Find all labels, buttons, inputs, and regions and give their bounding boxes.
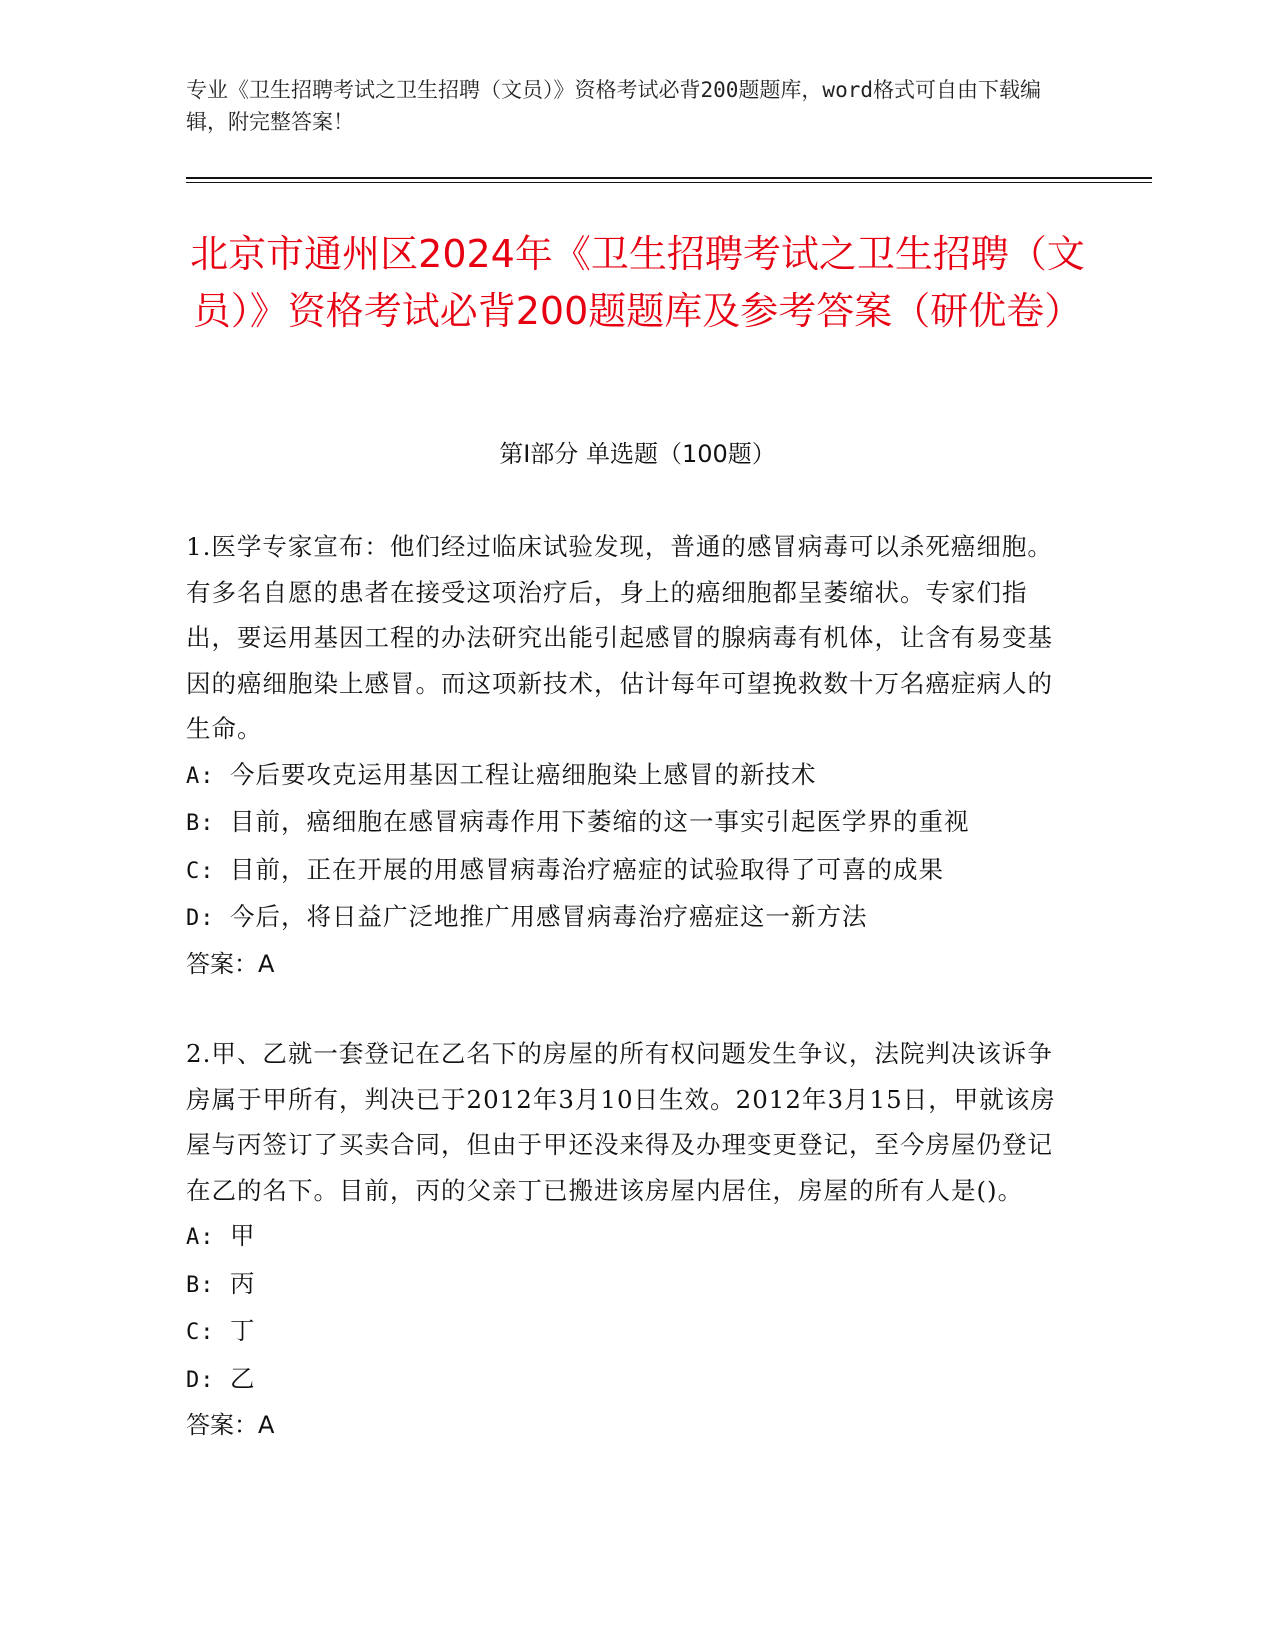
option-text: 今后要攻克运用基因工程让癌细胞染上感冒的新技术 [230, 759, 817, 789]
option-c [186, 1308, 1066, 1356]
option-text: 目前，癌细胞在感冒病毒作用下萎缩的这一事实引起医学界的重视 [230, 807, 970, 836]
option-b [186, 1261, 1066, 1309]
answer-line: 答案：A [186, 1411, 275, 1439]
question-list [186, 524, 1066, 1493]
option-text: 今后，将日益广泛地推广用感冒病毒治疗癌症这一新方法 [230, 902, 868, 931]
question-stem: 2.甲、乙就一套登记在乙名下的房屋的所有权问题发生争议，法院判决该诉争房属于甲所有，判决已于2012年3月10日生效。2012年3月15日，甲就该房屋与丙签订了买卖合同，但由于甲还没来得及办理变更登记，至今房屋仍登记在乙的名下。目前，丙的父亲丁已搬进该房屋内居住，房屋的所有人是()。 [186, 1039, 1056, 1205]
section-heading: 第I部分 单选题（100题） [499, 440, 776, 468]
option-text: 丁 [230, 1316, 256, 1345]
option-d [186, 1356, 1066, 1404]
option-text: 甲 [230, 1221, 256, 1250]
option-letter: A: [186, 763, 215, 789]
header-rule-thin [186, 182, 1152, 183]
option-letter: D: [186, 906, 215, 931]
question-1 [186, 524, 1066, 987]
option-b [186, 799, 1066, 847]
option-text: 乙 [230, 1363, 256, 1393]
option-letter: B: [186, 1272, 215, 1298]
header-note: 专业《卫生招聘考试之卫生招聘（文员）》资格考试必背200题题库，word格式可自由下载编辑，附完整答案！ [186, 78, 1041, 134]
option-letter: D: [186, 1367, 215, 1393]
option-a [186, 1213, 1066, 1261]
option-a [186, 752, 1066, 800]
option-letter: B: [186, 811, 215, 836]
option-letter: C: [186, 1320, 215, 1345]
option-text: 丙 [230, 1268, 256, 1298]
header-rule-thick [186, 177, 1152, 179]
option-text: 目前，正在开展的用感冒病毒治疗癌症的试验取得了可喜的成果 [230, 854, 944, 884]
option-list [186, 1213, 1066, 1403]
option-letter: A: [186, 1225, 215, 1250]
option-d [186, 894, 1066, 942]
option-list [186, 752, 1066, 942]
answer-line: 答案：A [186, 949, 275, 978]
option-c [186, 847, 1066, 895]
document-title: 北京市通州区2024年《卫生招聘考试之卫生招聘（文员）》资格考试必背200题题库及参考答案（研优卷） [190, 232, 1085, 333]
question-stem: 1.医学专家宣布：他们经过临床试验发现，普通的感冒病毒可以杀死癌细胞。有多名自愿的患者在接受这项治疗后，身上的癌细胞都呈萎缩状。专家们指出，要运用基因工程的办法研究出能引起感冒的腺病毒有机体，让含有易变基因的癌细胞染上感冒。而这项新技术，估计每年可望挽救数十万名癌症病人的生命。 [186, 532, 1053, 743]
option-letter: C: [186, 858, 215, 884]
question-2 [186, 1031, 1066, 1449]
